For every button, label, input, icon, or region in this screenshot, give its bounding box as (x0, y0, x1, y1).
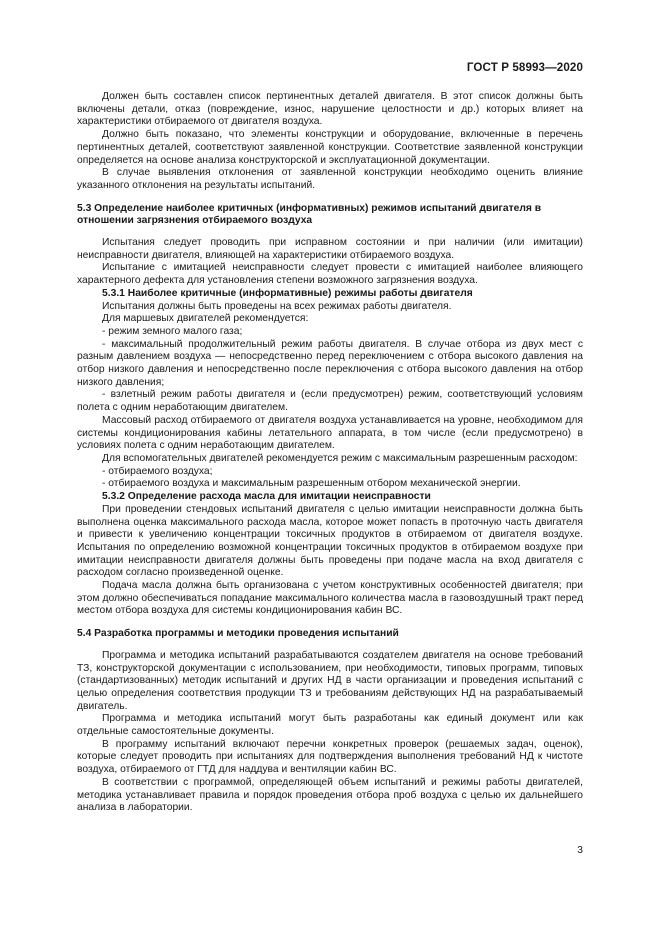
page-number: 3 (577, 845, 583, 856)
document-body (77, 91, 583, 815)
section-5-3-2-paragraph: При проведении стендовых испытаний двигателя с целью имитации неисправности должна быть выполнена оценка максимального расхода масла, которое может попасть в проточную часть двигателя и привести к увеличению концентрации токсичных продуктов в отбираемом от двигателя воздухе. Испытания по определению возможной концентрации токсичных продуктов в отбираемом воздухе при имитации неисправности двигателя должны быть проведены при подаче масла на вход двигателя с расходом согласно произведенной оценке. (77, 503, 583, 579)
intro-paragraph: Должно быть показано, что элементы конструкции и оборудование, включенные в перечень пертинентных деталей, соответствуют заявленной конструкции. Соответствие заявленной конструкции определяется на основе анализа конструкторской и эксплуатационной документации. (77, 129, 583, 166)
section-5-3-2-title: 5.3.2 Определение расхода масла для имитации неисправности (102, 491, 431, 503)
section-5-4-paragraph: В программу испытаний включают перечни конкретных проверок (решаемых задач, оценок), которые следует проводить при испытаниях для подтверждения выполнения требований НД к чистоте воздуха, отбираемого от ГТД для наддува и вентиляции кабин ВС. (77, 738, 583, 776)
section-5-4-paragraph: Программа и методика испытаний могут быть разработаны как единый документ или как отдельные самостоятельные документы. (77, 713, 583, 738)
section-5-3-paragraph: Испытания следует проводить при исправном состоянии и при наличии (или имитации) неисправности двигателя, влияющей на характеристики отбираемого воздуха. (77, 237, 583, 261)
section-5-3-2-paragraph: Подача масла должна быть организована с учетом конструктивных особенностей двигателя; при этом должно обеспечиваться попадание максимального количества масла в газовоздушный тракт перед местом отбора воздуха для системы кондиционирования кабин ВС. (77, 580, 583, 617)
list-item: - отбираемого воздуха и максимальным разрешенным отбором механической энергии. (102, 478, 521, 490)
list-item: - режим земного малого газа; (102, 325, 243, 337)
document-header: ГОСТ Р 58993—2020 (466, 61, 583, 74)
section-5-3-1-paragraph: Массовый расход отбираемого от двигателя воздуха устанавливается на уровне, необходимом для системы кондиционирования кабины летательного аппарата, в том числе (если предусмотрено) в условиях полета с одним неработающим двигателем. (77, 414, 583, 452)
section-5-3-1-title: 5.3.1 Наиболее критичные (информативные) режимы работы двигателя (102, 287, 473, 299)
section-5-4-paragraph: В соответствии с программой, определяющей объем испытаний и режимы работы двигателей, методика устанавливает правила и порядок проведения отбора проб воздуха с целью их дальнейшего анализа в лаборатории. (77, 776, 583, 814)
section-5-3-title: 5.3 Определение наиболее критичных (информативных) режимов испытаний двигателя в отношении загрязнения отбираемого воздуха (77, 202, 542, 227)
section-5-3-1-paragraph: Для вспомогательных двигателей рекомендуется режим с максимальным разрешенным расходом: (102, 452, 578, 464)
section-5-4-title: 5.4 Разработка программы и методики проведения испытаний (77, 628, 399, 640)
intro-paragraph: Должен быть составлен список пертинентных деталей двигателя. В этот список должны быть включены детали, отказ (повреждение, износ, нарушение целостности и др.) которых влияет на характеристики отбираемого от двигателя воздуха. (77, 91, 583, 128)
intro-paragraph: В случае выявления отклонения от заявленной конструкции необходимо оценить влияние указанного отклонения на результаты испытаний. (77, 167, 583, 191)
list-item: - отбираемого воздуха; (102, 465, 213, 477)
section-5-3-paragraph: Испытание с имитацией неисправности следует провести с имитацией наиболее влияющего характерного дефекта для установления степени возможного загрязнения воздуха. (77, 262, 583, 287)
section-5-4-paragraph: Программа и методика испытаний разрабатываются создателем двигателя на основе требований ТЗ, конструкторской документации с использованием, при необходимости, типовых программ, типовых (стандартизованных) методик испытаний и других НД в части организации и проведения испытаний с целью определения соответствия продукции ТЗ и требованиям действующих НД на разрабатываемый двигатель. (77, 649, 583, 712)
section-5-3-1-paragraph: Испытания должны быть проведены на всех режимах работы двигателя. (102, 300, 452, 312)
section-5-3-1-paragraph: Для маршевых двигателей рекомендуется: (102, 313, 309, 325)
list-item: - максимальный продолжительный режим работы двигателя. В случае отбора из двух мест с разным давлением воздуха — непосредственно перед переключением с отбора высокого давления на отбор низкого давления и непосредственно после переключения с отбора высокого давления на отбор низкого давления; (77, 338, 583, 388)
list-item: - взлетный режим работы двигателя и (если предусмотрен) режим, соответствующий условиям полета с одним неработающим двигателем. (77, 389, 583, 414)
